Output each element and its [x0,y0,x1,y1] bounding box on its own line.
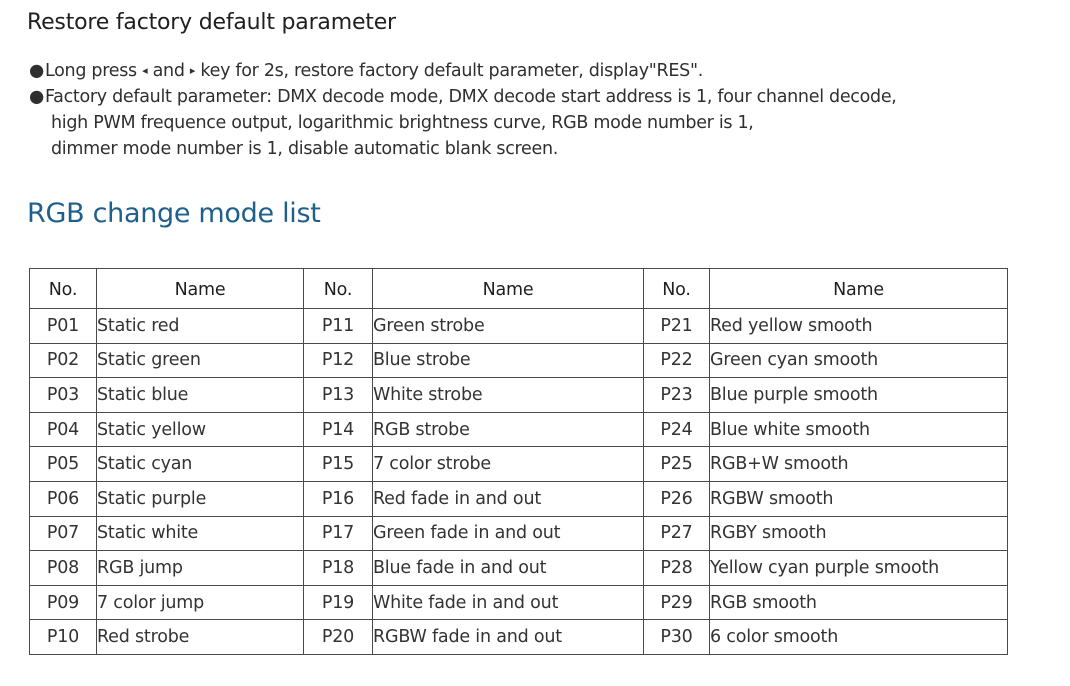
bullet-continuation-line2: high PWM frequence output, logarithmic brightness curve, RGB mode number is 1, [51,113,754,133]
table-header-row [30,269,1008,309]
mode-number-cell: P06 [30,481,97,516]
rgb-mode-table [29,268,1008,655]
bullet-text-line1: Factory default parameter: DMX decode mode, DMX decode start address is 1, four channel decode, [45,87,897,107]
table-row [30,481,1008,516]
mode-number-cell: P17 [304,516,373,551]
mode-number-cell: P10 [30,620,97,655]
mode-number-cell: P15 [304,447,373,482]
mode-name-cell: Static purple [97,481,304,516]
mode-number-cell: P01 [30,309,97,344]
table-row [30,551,1008,586]
mode-name-cell: RGB strobe [373,412,644,447]
table-row [30,620,1008,655]
mode-name-cell: Blue fade in and out [373,551,644,586]
left-triangle-key-icon: ◂ [142,64,148,77]
mode-name-cell: White fade in and out [373,585,644,620]
mode-number-cell: P08 [30,551,97,586]
mode-number-cell: P24 [644,412,710,447]
mode-number-cell: P02 [30,343,97,378]
table-row [30,447,1008,482]
bullet-text-suffix: key for 2s, restore factory default parameter, display"RES". [200,61,703,81]
bullet-dot-icon: ● [29,87,44,107]
mode-name-cell: Red yellow smooth [710,309,1008,344]
table-row [30,309,1008,344]
mode-name-cell: Green strobe [373,309,644,344]
mode-number-cell: P30 [644,620,710,655]
mode-number-cell: P26 [644,481,710,516]
header-no: No. [30,269,97,309]
table-row [30,516,1008,551]
mode-number-cell: P04 [30,412,97,447]
header-no: No. [644,269,710,309]
mode-name-cell: Red strobe [97,620,304,655]
mode-name-cell: Blue white smooth [710,412,1008,447]
bullet-dot-icon: ● [29,61,44,81]
mode-number-cell: P03 [30,378,97,413]
mode-name-cell: 6 color smooth [710,620,1008,655]
table-row [30,378,1008,413]
mode-number-cell: P13 [304,378,373,413]
header-no: No. [304,269,373,309]
mode-number-cell: P14 [304,412,373,447]
mode-number-cell: P11 [304,309,373,344]
table-row [30,585,1008,620]
mode-number-cell: P12 [304,343,373,378]
bullet-item-default-parameter [29,84,1059,110]
mode-name-cell: RGB jump [97,551,304,586]
header-name: Name [97,269,304,309]
mode-name-cell: RGB+W smooth [710,447,1008,482]
mode-name-cell: Static yellow [97,412,304,447]
mode-name-cell: White strobe [373,378,644,413]
mode-number-cell: P22 [644,343,710,378]
mode-number-cell: P23 [644,378,710,413]
page-heading: Restore factory default parameter [27,10,396,35]
mode-name-cell: RGBW fade in and out [373,620,644,655]
mode-name-cell: Green cyan smooth [710,343,1008,378]
mode-name-cell: Static red [97,309,304,344]
mode-number-cell: P27 [644,516,710,551]
mode-number-cell: P09 [30,585,97,620]
bullet-list [29,58,1059,162]
mode-name-cell: 7 color strobe [373,447,644,482]
mode-number-cell: P19 [304,585,373,620]
mode-name-cell: Green fade in and out [373,516,644,551]
mode-name-cell: Static cyan [97,447,304,482]
mode-number-cell: P25 [644,447,710,482]
mode-number-cell: P28 [644,551,710,586]
mode-number-cell: P05 [30,447,97,482]
bullet-text-prefix: Long press [45,61,137,81]
mode-name-cell: RGB smooth [710,585,1008,620]
mode-name-cell: Yellow cyan purple smooth [710,551,1008,586]
mode-name-cell: RGBY smooth [710,516,1008,551]
right-triangle-key-icon: ▸ [189,64,196,77]
table-body [30,309,1008,655]
bullet-item-long-press [29,58,1059,84]
mode-number-cell: P18 [304,551,373,586]
bullet-continuation-line3: dimmer mode number is 1, disable automatic blank screen. [51,139,559,159]
table-row [30,343,1008,378]
mode-number-cell: P29 [644,585,710,620]
bullet-text-and: and [152,61,185,81]
mode-name-cell: Static blue [97,378,304,413]
mode-number-cell: P21 [644,309,710,344]
header-name: Name [373,269,644,309]
mode-number-cell: P16 [304,481,373,516]
mode-number-cell: P07 [30,516,97,551]
header-name: Name [710,269,1008,309]
mode-name-cell: Red fade in and out [373,481,644,516]
mode-name-cell: Static green [97,343,304,378]
section-title: RGB change mode list [27,198,321,229]
mode-number-cell: P20 [304,620,373,655]
mode-name-cell: Static white [97,516,304,551]
mode-name-cell: RGBW smooth [710,481,1008,516]
mode-name-cell: Blue purple smooth [710,378,1008,413]
table-row [30,412,1008,447]
mode-name-cell: Blue strobe [373,343,644,378]
mode-name-cell: 7 color jump [97,585,304,620]
